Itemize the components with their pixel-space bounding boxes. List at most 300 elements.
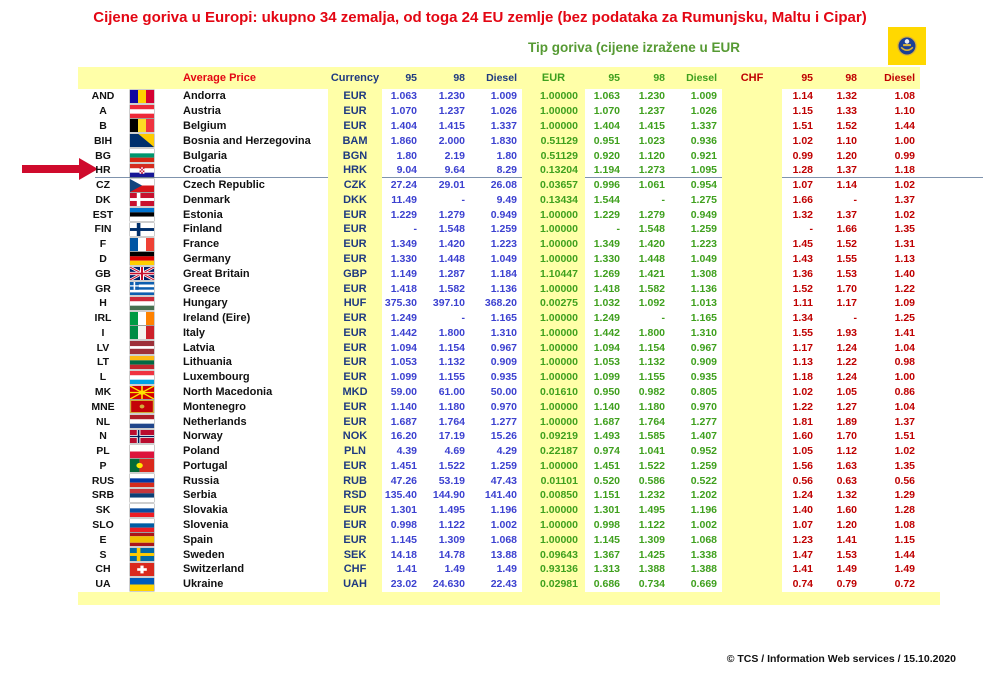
currency-code: EUR xyxy=(328,503,382,518)
chf-price-98: 1.70 xyxy=(836,430,857,443)
eur-price-95: 0.920 xyxy=(593,149,620,162)
local-price-95: 1.229 xyxy=(390,208,417,221)
country-code: N xyxy=(99,430,107,443)
chf-price-98: 1.33 xyxy=(836,105,857,118)
local-price-98: 2.000 xyxy=(438,134,465,147)
eur-price-95: 0.686 xyxy=(593,578,620,591)
chf-price-98: 1.52 xyxy=(836,119,857,132)
local-price-95: 1.860 xyxy=(390,134,417,147)
chf-price-98: - xyxy=(853,193,857,206)
eur-exchange-rate: 0.00275 xyxy=(522,296,585,311)
local-price-95: 1.349 xyxy=(390,238,417,251)
chf-price-98: 1.22 xyxy=(836,356,857,369)
eur-price-98: 1.120 xyxy=(638,149,665,162)
chf-price-95: 1.11 xyxy=(793,297,813,310)
chf-price-diesel: 0.86 xyxy=(894,386,915,399)
eur-exchange-rate: 1.00000 xyxy=(522,503,585,518)
chf-price-95: 0.74 xyxy=(792,578,813,591)
eur-price-95: 1.140 xyxy=(593,400,620,413)
country-flag-icon xyxy=(128,149,156,162)
chf-band xyxy=(722,311,782,326)
table-row xyxy=(78,547,920,562)
eur-price-95: 0.974 xyxy=(593,445,620,458)
eur-price-95: 1.330 xyxy=(593,252,620,265)
local-price-98: 1.548 xyxy=(438,223,465,236)
country-flag-icon xyxy=(128,90,156,103)
country-code: GR xyxy=(95,282,111,295)
country-code: CH xyxy=(95,563,111,576)
table-bottom-strip xyxy=(78,592,940,605)
eur-price-95: 1.442 xyxy=(593,326,620,339)
local-price-diesel: 0.909 xyxy=(490,356,517,369)
eur-price-diesel: 1.308 xyxy=(690,267,717,280)
country-code: GB xyxy=(95,267,111,280)
country-code: L xyxy=(99,371,107,384)
local-price-95: 14.18 xyxy=(390,548,417,561)
local-price-95: 1.249 xyxy=(390,312,417,325)
chf-band xyxy=(722,178,782,193)
eur-exchange-rate: 0.51129 xyxy=(522,133,585,148)
local-price-diesel: 1.259 xyxy=(490,223,517,236)
country-flag-icon xyxy=(128,326,156,339)
eur-price-95: 1.053 xyxy=(593,356,620,369)
currency-code: EUR xyxy=(328,459,382,474)
chf-price-95: 1.23 xyxy=(792,533,813,546)
chf-price-98: 1.24 xyxy=(836,341,857,354)
eur-exchange-rate: 0.13434 xyxy=(522,192,585,207)
eur-exchange-rate: 1.00000 xyxy=(522,281,585,296)
eur-exchange-rate: 0.93136 xyxy=(522,562,585,577)
currency-code: CHF xyxy=(328,562,382,577)
local-price-95: 16.20 xyxy=(390,430,417,443)
chf-band xyxy=(722,562,782,577)
eur-price-diesel: 1.259 xyxy=(690,459,717,472)
local-price-95: 1.140 xyxy=(390,400,417,413)
eur-exchange-rate: 1.00000 xyxy=(522,104,585,119)
country-code: B xyxy=(99,119,107,132)
local-price-diesel: 50.00 xyxy=(490,386,517,399)
local-price-95: 1.41 xyxy=(396,563,417,576)
local-price-98: - xyxy=(461,312,465,325)
chf-price-95: 1.60 xyxy=(792,430,813,443)
eur-exchange-rate: 1.00000 xyxy=(522,414,585,429)
table-row xyxy=(78,148,920,163)
table-row xyxy=(78,473,920,488)
eur-price-95: 1.418 xyxy=(593,282,620,295)
eur-price-95: 1.194 xyxy=(593,164,620,177)
eur-price-98: 1.230 xyxy=(638,90,665,103)
chf-price-95: 1.56 xyxy=(792,459,813,472)
country-name: Croatia xyxy=(183,164,221,177)
local-price-95: 1.149 xyxy=(390,267,417,280)
chf-band xyxy=(722,237,782,252)
local-price-98: 1.122 xyxy=(438,519,465,532)
eur-price-95: 1.070 xyxy=(593,105,620,118)
local-price-diesel: 1.049 xyxy=(490,252,517,265)
country-flag-icon xyxy=(128,548,156,561)
currency-code: EUR xyxy=(328,311,382,326)
currency-code: GBP xyxy=(328,266,382,281)
country-code: RUS xyxy=(91,474,115,487)
chf-price-diesel: 0.56 xyxy=(894,474,915,487)
eur-price-98: - xyxy=(661,193,665,206)
country-name: Ireland (Eire) xyxy=(183,312,251,325)
chf-price-95: - xyxy=(809,223,813,236)
local-price-98: 144.90 xyxy=(432,489,465,502)
chf-price-98: 1.32 xyxy=(836,489,857,502)
chf-price-95: 1.32 xyxy=(792,208,813,221)
eur-price-95: 1.349 xyxy=(593,238,620,251)
table-row xyxy=(78,89,920,104)
country-name: Serbia xyxy=(183,489,217,502)
chf-price-95: 1.41 xyxy=(792,563,813,576)
eur-price-98: 0.982 xyxy=(638,386,665,399)
local-price-diesel: 22.43 xyxy=(490,578,517,591)
chf-price-diesel: 0.98 xyxy=(894,356,915,369)
currency-code: RUB xyxy=(328,473,382,488)
eur-price-98: 1.420 xyxy=(638,238,665,251)
chf-price-diesel: 1.44 xyxy=(894,548,915,561)
chf-price-98: 1.93 xyxy=(836,326,857,339)
eur-price-diesel: 0.935 xyxy=(690,371,717,384)
currency-code: EUR xyxy=(328,399,382,414)
local-price-98: 4.69 xyxy=(444,445,465,458)
table-row xyxy=(78,192,920,207)
chf-price-95: 1.34 xyxy=(792,312,813,325)
currency-code: EUR xyxy=(328,326,382,341)
local-price-95: 1.094 xyxy=(390,341,417,354)
country-code: DK xyxy=(95,193,111,206)
local-price-98: 9.64 xyxy=(444,164,465,177)
eur-price-diesel: 1.259 xyxy=(690,223,717,236)
country-code: I xyxy=(101,326,105,339)
local-price-95: - xyxy=(413,223,417,236)
local-price-98: 1.415 xyxy=(438,119,465,132)
local-price-98: 397.10 xyxy=(432,297,465,310)
eur-exchange-rate: 0.01610 xyxy=(522,385,585,400)
country-code: HR xyxy=(95,164,111,177)
eur-price-diesel: 1.068 xyxy=(690,533,717,546)
country-code: LT xyxy=(96,356,110,369)
chf-price-diesel: 1.04 xyxy=(894,341,915,354)
currency-code: HUF xyxy=(328,296,382,311)
country-flag-icon xyxy=(128,386,156,399)
table-row xyxy=(78,444,920,459)
eur-price-diesel: 1.337 xyxy=(690,119,717,132)
chf-band xyxy=(722,355,782,370)
country-code: FIN xyxy=(94,223,112,236)
chf-price-diesel: 1.28 xyxy=(894,504,915,517)
eur-price-98: 1.425 xyxy=(638,548,665,561)
chf-band xyxy=(722,192,782,207)
eur-price-95: 1.151 xyxy=(593,489,620,502)
table-body xyxy=(78,89,920,592)
local-price-95: 0.998 xyxy=(390,519,417,532)
country-code: SRB xyxy=(91,489,115,502)
local-price-98: 17.19 xyxy=(438,430,465,443)
chf-band xyxy=(722,459,782,474)
chf-price-98: 1.20 xyxy=(836,149,857,162)
eur-price-95: 1.301 xyxy=(593,504,620,517)
eur-exchange-rate: 1.00000 xyxy=(522,399,585,414)
chf-price-95: 1.02 xyxy=(792,134,813,147)
eur-price-diesel: 1.009 xyxy=(690,90,717,103)
currency-code: EUR xyxy=(328,89,382,104)
chf-price-98: 0.63 xyxy=(836,474,857,487)
eur-price-diesel: 0.952 xyxy=(690,445,717,458)
eur-price-diesel: 0.669 xyxy=(690,578,717,591)
country-flag-icon xyxy=(128,179,156,192)
eur-price-diesel: 1.388 xyxy=(690,563,717,576)
chf-band xyxy=(722,266,782,281)
tcs-logo xyxy=(888,27,926,65)
fuel-price-table xyxy=(78,67,920,605)
eur-price-95: 1.451 xyxy=(593,459,620,472)
local-price-95: 9.04 xyxy=(396,164,417,177)
currency-code: EUR xyxy=(328,518,382,533)
chf-band xyxy=(722,133,782,148)
eur-price-98: 1.548 xyxy=(638,223,665,236)
local-price-98: 1.764 xyxy=(438,415,465,428)
eur-price-98: 1.585 xyxy=(638,430,665,443)
eur-price-95: - xyxy=(616,223,620,236)
table-row xyxy=(78,252,920,267)
eur-price-98: 1.764 xyxy=(638,415,665,428)
chf-band xyxy=(722,518,782,533)
copyright-footer: © TCS / Information Web services / 15.10.2020 xyxy=(726,653,956,665)
eur-price-95: 1.229 xyxy=(593,208,620,221)
chf-price-diesel: 1.02 xyxy=(894,179,915,192)
country-name: Luxembourg xyxy=(183,371,250,384)
local-price-98: 2.19 xyxy=(444,149,465,162)
country-name: Russia xyxy=(183,474,220,487)
local-price-98: 1.132 xyxy=(438,356,465,369)
chf-band xyxy=(722,252,782,267)
country-code: SLO xyxy=(92,519,114,532)
chf-price-98: 1.10 xyxy=(836,134,857,147)
chf-price-98: 1.20 xyxy=(836,519,857,532)
country-flag-icon xyxy=(128,533,156,546)
eur-price-98: 1.309 xyxy=(638,533,665,546)
eur-exchange-rate: 1.00000 xyxy=(522,370,585,385)
eur-exchange-rate: 0.03657 xyxy=(522,178,585,193)
eur-exchange-rate: 1.00000 xyxy=(522,326,585,341)
local-price-diesel: 0.949 xyxy=(490,208,517,221)
table-row xyxy=(78,399,920,414)
eur-exchange-rate: 1.00000 xyxy=(522,355,585,370)
country-flag-icon xyxy=(128,341,156,354)
currency-code: UAH xyxy=(328,577,382,592)
local-price-diesel: 9.49 xyxy=(496,193,517,206)
country-flag-icon xyxy=(128,208,156,221)
local-price-diesel: 1.80 xyxy=(496,149,517,162)
chf-price-diesel: 1.00 xyxy=(894,134,915,147)
local-price-98: 1.279 xyxy=(438,208,465,221)
eur-price-98: 1.154 xyxy=(638,341,665,354)
chf-price-diesel: 1.37 xyxy=(894,193,915,206)
eur-price-diesel: 0.954 xyxy=(690,179,717,192)
local-price-98: 1.448 xyxy=(438,252,465,265)
local-price-diesel: 8.29 xyxy=(496,164,517,177)
eur-price-98: 1.415 xyxy=(638,119,665,132)
eur-exchange-rate: 1.00000 xyxy=(522,532,585,547)
country-name: Bosnia and Herzegovina xyxy=(183,134,311,147)
local-price-diesel: 368.20 xyxy=(484,297,517,310)
chf-band xyxy=(722,370,782,385)
eur-exchange-rate: 1.00000 xyxy=(522,340,585,355)
local-price-diesel: 1.259 xyxy=(490,459,517,472)
table-row xyxy=(78,163,920,178)
chf-price-98: 1.60 xyxy=(836,504,857,517)
eur-price-diesel: 0.805 xyxy=(690,386,717,399)
country-name: Bulgaria xyxy=(183,149,228,162)
eur-price-98: 1.522 xyxy=(638,459,665,472)
local-price-98: 1.180 xyxy=(438,400,465,413)
country-code: BG xyxy=(95,149,111,162)
local-price-diesel: 1.002 xyxy=(490,519,517,532)
eur-exchange-rate: 1.00000 xyxy=(522,311,585,326)
chf-price-95: 1.36 xyxy=(792,267,813,280)
eur-price-98: 0.734 xyxy=(638,578,665,591)
chf-price-95: 1.81 xyxy=(792,415,813,428)
local-price-98: 1.155 xyxy=(438,371,465,384)
currency-code: RSD xyxy=(328,488,382,503)
currency-code: EUR xyxy=(328,532,382,547)
eur-price-95: 1.099 xyxy=(593,371,620,384)
table-row xyxy=(78,414,920,429)
chf-price-98: 1.12 xyxy=(836,445,857,458)
country-code: NL xyxy=(96,415,110,428)
eur-price-98: 1.800 xyxy=(638,326,665,339)
table-row xyxy=(78,133,920,148)
eur-price-95: 1.249 xyxy=(593,312,620,325)
chf-price-95: 0.99 xyxy=(792,149,813,162)
chf-band xyxy=(722,429,782,444)
eur-price-95: 0.520 xyxy=(593,474,620,487)
currency-code: EUR xyxy=(328,207,382,222)
chf-price-95: 1.14 xyxy=(792,90,813,103)
eur-price-98: 1.232 xyxy=(638,489,665,502)
chf-price-diesel: 1.44 xyxy=(894,119,915,132)
country-code: MK xyxy=(94,386,112,399)
column-header-eur-diesel: Diesel xyxy=(686,72,717,84)
eur-price-98: 1.180 xyxy=(638,400,665,413)
country-name: Poland xyxy=(183,445,220,458)
country-code: EST xyxy=(92,208,114,221)
local-price-95: 1.099 xyxy=(390,371,417,384)
chf-price-diesel: 1.29 xyxy=(894,489,915,502)
chf-band xyxy=(722,340,782,355)
chf-price-95: 1.52 xyxy=(792,282,813,295)
eur-price-diesel: 0.522 xyxy=(690,474,717,487)
table-row xyxy=(78,281,920,296)
local-price-diesel: 1.068 xyxy=(490,533,517,546)
country-code: E xyxy=(99,533,107,546)
country-flag-icon xyxy=(128,459,156,472)
eur-price-diesel: 1.165 xyxy=(690,312,717,325)
chf-price-diesel: 1.15 xyxy=(894,533,915,546)
chf-band xyxy=(722,148,782,163)
chf-band xyxy=(722,89,782,104)
currency-code: BAM xyxy=(328,133,382,148)
eur-exchange-rate: 1.10447 xyxy=(522,266,585,281)
chf-price-98: 1.24 xyxy=(836,371,857,384)
local-price-diesel: 26.08 xyxy=(490,179,517,192)
chf-price-95: 1.22 xyxy=(792,400,813,413)
eur-price-diesel: 1.095 xyxy=(690,164,717,177)
chf-price-98: 1.14 xyxy=(836,179,857,192)
currency-code: EUR xyxy=(328,281,382,296)
table-row xyxy=(78,577,920,592)
page-title: Cijene goriva u Europi: ukupno 34 zemalja, od toga 24 EU zemlje (bez podataka za Rumunjsku, Maltu i Cipar) xyxy=(93,9,867,26)
local-price-98: 1.495 xyxy=(438,504,465,517)
chf-price-95: 1.13 xyxy=(792,356,813,369)
table-row xyxy=(78,207,920,222)
eur-price-diesel: 1.277 xyxy=(690,415,717,428)
local-price-98: 1.522 xyxy=(438,459,465,472)
currency-code: EUR xyxy=(328,119,382,134)
table-row xyxy=(78,385,920,400)
chf-band xyxy=(722,473,782,488)
chf-price-95: 1.05 xyxy=(792,445,813,458)
country-name: Norway xyxy=(183,430,223,443)
chf-price-95: 1.15 xyxy=(792,105,813,118)
eur-price-98: 1.388 xyxy=(638,563,665,576)
chf-price-95: 1.24 xyxy=(792,489,813,502)
local-price-95: 1.442 xyxy=(390,326,417,339)
chf-band xyxy=(722,577,782,592)
eur-price-98: - xyxy=(661,312,665,325)
country-flag-icon xyxy=(128,489,156,502)
chf-price-98: 1.27 xyxy=(836,400,857,413)
local-price-95: 1.070 xyxy=(390,105,417,118)
country-name: Italy xyxy=(183,326,206,339)
country-flag-icon xyxy=(128,119,156,132)
column-header-local-98: 98 xyxy=(453,72,465,84)
country-flag-icon xyxy=(128,282,156,295)
eur-price-diesel: 0.970 xyxy=(690,400,717,413)
local-price-95: 1.451 xyxy=(390,459,417,472)
local-price-98: 1.230 xyxy=(438,90,465,103)
local-price-98: 29.01 xyxy=(438,179,465,192)
chf-price-98: 1.05 xyxy=(836,386,857,399)
currency-code: SEK xyxy=(328,547,382,562)
local-price-98: 1.420 xyxy=(438,238,465,251)
local-price-95: 1.053 xyxy=(390,356,417,369)
country-name: Hungary xyxy=(183,297,228,310)
chf-price-diesel: 0.72 xyxy=(894,578,915,591)
country-flag-icon xyxy=(128,238,156,251)
chf-price-diesel: 1.10 xyxy=(894,105,915,118)
eur-exchange-rate: 1.00000 xyxy=(522,222,585,237)
local-price-95: 1.418 xyxy=(390,282,417,295)
eur-price-95: 1.032 xyxy=(593,297,620,310)
chf-price-98: 1.32 xyxy=(836,90,857,103)
local-price-diesel: 13.88 xyxy=(490,548,517,561)
fuel-type-subtitle: Tip goriva (cijene izražene u EUR xyxy=(528,40,741,55)
local-price-98: 1.237 xyxy=(438,105,465,118)
eur-exchange-rate: 1.00000 xyxy=(522,89,585,104)
column-header-eur: EUR xyxy=(541,72,566,84)
chf-band xyxy=(722,385,782,400)
eur-price-98: 1.237 xyxy=(638,105,665,118)
eur-exchange-rate: 1.00000 xyxy=(522,207,585,222)
chf-price-98: 1.52 xyxy=(836,238,857,251)
eur-price-95: 1.544 xyxy=(593,193,620,206)
eur-price-98: 1.092 xyxy=(638,297,665,310)
local-price-diesel: 1.009 xyxy=(490,90,517,103)
eur-exchange-rate: 0.01101 xyxy=(522,473,585,488)
